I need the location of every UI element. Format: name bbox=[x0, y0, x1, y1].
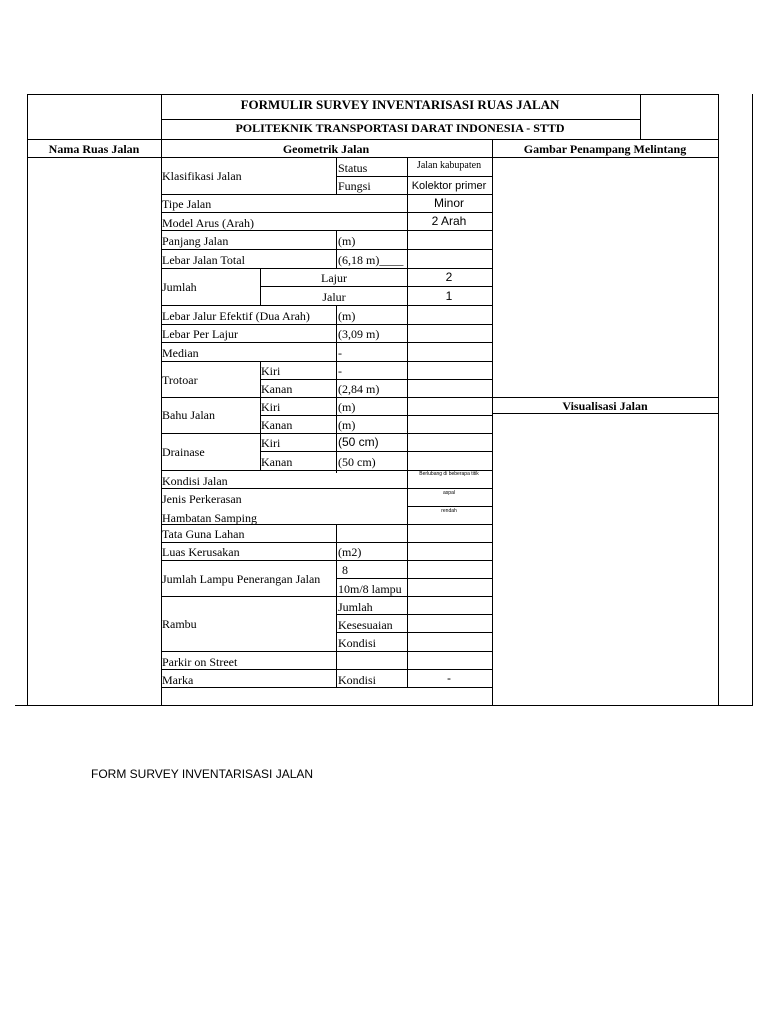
label-hambatan-samping: Hambatan Samping bbox=[162, 511, 257, 525]
value-lebar-per-lajur: (3,09 m) bbox=[338, 327, 380, 341]
footer-caption: FORM SURVEY INVENTARISASI JALAN bbox=[91, 767, 314, 781]
label-trotoar: Trotoar bbox=[162, 373, 198, 387]
unit-lebar-jalur-efektif: (m) bbox=[338, 309, 356, 323]
label-jumlah: Jumlah bbox=[162, 280, 197, 294]
label-luas-kerusakan: Luas Kerusakan bbox=[162, 545, 240, 559]
label-drainase-kanan: Kanan bbox=[261, 455, 293, 469]
label-drainase-kiri: Kiri bbox=[261, 436, 281, 450]
value-drainase-kiri: (50 cm) bbox=[338, 435, 379, 449]
column-header-gambar: Gambar Penampang Melintang bbox=[523, 142, 687, 156]
label-jalur: Jalur bbox=[322, 290, 346, 304]
label-bahu-kiri: Kiri bbox=[261, 400, 281, 414]
label-trotoar-kanan: Kanan bbox=[261, 382, 293, 396]
value-drainase-kanan: (50 cm) bbox=[338, 455, 376, 469]
unit-panjang-jalan: (m) bbox=[338, 234, 356, 248]
value-fungsi: Kolektor primer bbox=[411, 180, 487, 192]
value-lampu-count: 8 bbox=[342, 563, 348, 577]
label-panjang-jalan: Panjang Jalan bbox=[162, 234, 229, 248]
value-jenis-perkerasan: aspal bbox=[443, 490, 455, 496]
label-median: Median bbox=[162, 346, 199, 360]
column-header-nama: Nama Ruas Jalan bbox=[48, 142, 140, 156]
institution-name: POLITEKNIK TRANSPORTASI DARAT INDONESIA - STTD bbox=[235, 121, 565, 135]
value-marka-kondisi: - bbox=[447, 671, 451, 685]
label-drainase: Drainase bbox=[162, 445, 205, 459]
value-bahu-kanan: (m) bbox=[338, 418, 356, 432]
value-tipe-jalan: Minor bbox=[433, 196, 465, 210]
label-bahu-kanan: Kanan bbox=[261, 418, 293, 432]
column-header-geometrik: Geometrik Jalan bbox=[282, 142, 370, 156]
column-header-visualisasi: Visualisasi Jalan bbox=[562, 399, 648, 413]
label-tata-guna-lahan: Tata Guna Lahan bbox=[162, 527, 245, 541]
value-lebar-jalan-total: (6,18 m)____ bbox=[338, 253, 404, 267]
label-lajur: Lajur bbox=[321, 271, 347, 285]
label-rambu-kondisi: Kondisi bbox=[338, 636, 377, 650]
label-fungsi: Fungsi bbox=[338, 179, 371, 193]
value-median: - bbox=[338, 346, 342, 360]
value-jalur: 1 bbox=[445, 289, 453, 303]
label-rambu: Rambu bbox=[162, 617, 197, 631]
label-model-arus: Model Arus (Arah) bbox=[162, 216, 254, 230]
unit-luas-kerusakan: (m2) bbox=[338, 545, 362, 559]
label-lampu-penerangan: Jumlah Lampu Penerangan Jalan bbox=[162, 572, 321, 586]
label-trotoar-kiri: Kiri bbox=[261, 364, 281, 378]
label-marka-kondisi: Kondisi bbox=[338, 673, 377, 687]
label-rambu-jumlah: Jumlah bbox=[338, 600, 373, 614]
value-kondisi-jalan: Berlubang di beberapa titik bbox=[419, 471, 479, 477]
label-rambu-kesesuaian: Kesesuaian bbox=[338, 618, 393, 632]
value-lajur: 2 bbox=[445, 270, 453, 284]
form-title: FORMULIR SURVEY INVENTARISASI RUAS JALAN bbox=[240, 97, 560, 112]
label-tipe-jalan: Tipe Jalan bbox=[162, 197, 212, 211]
value-trotoar-kanan: (2,84 m) bbox=[338, 382, 380, 396]
label-lebar-jalur-efektif: Lebar Jalur Efektif (Dua Arah) bbox=[162, 309, 310, 323]
label-status: Status bbox=[338, 161, 368, 175]
value-model-arus: 2 Arah bbox=[431, 214, 467, 228]
value-lampu-spacing: 10m/8 lampu bbox=[338, 582, 402, 596]
label-lebar-per-lajur: Lebar Per Lajur bbox=[162, 327, 238, 341]
value-trotoar-kiri: - bbox=[338, 364, 342, 378]
label-marka: Marka bbox=[162, 673, 194, 687]
label-bahu-jalan: Bahu Jalan bbox=[162, 408, 215, 422]
value-hambatan-samping: rendah bbox=[441, 508, 457, 514]
value-status: Jalan kabupaten bbox=[416, 160, 482, 171]
value-bahu-kiri: (m) bbox=[338, 400, 356, 414]
label-jenis-perkerasan: Jenis Perkerasan bbox=[162, 492, 242, 506]
label-klasifikasi: Klasifikasi Jalan bbox=[162, 169, 242, 183]
label-parkir-on-street: Parkir on Street bbox=[162, 655, 238, 669]
label-lebar-jalan-total: Lebar Jalan Total bbox=[162, 253, 245, 267]
label-kondisi-jalan: Kondisi Jalan bbox=[162, 474, 228, 488]
